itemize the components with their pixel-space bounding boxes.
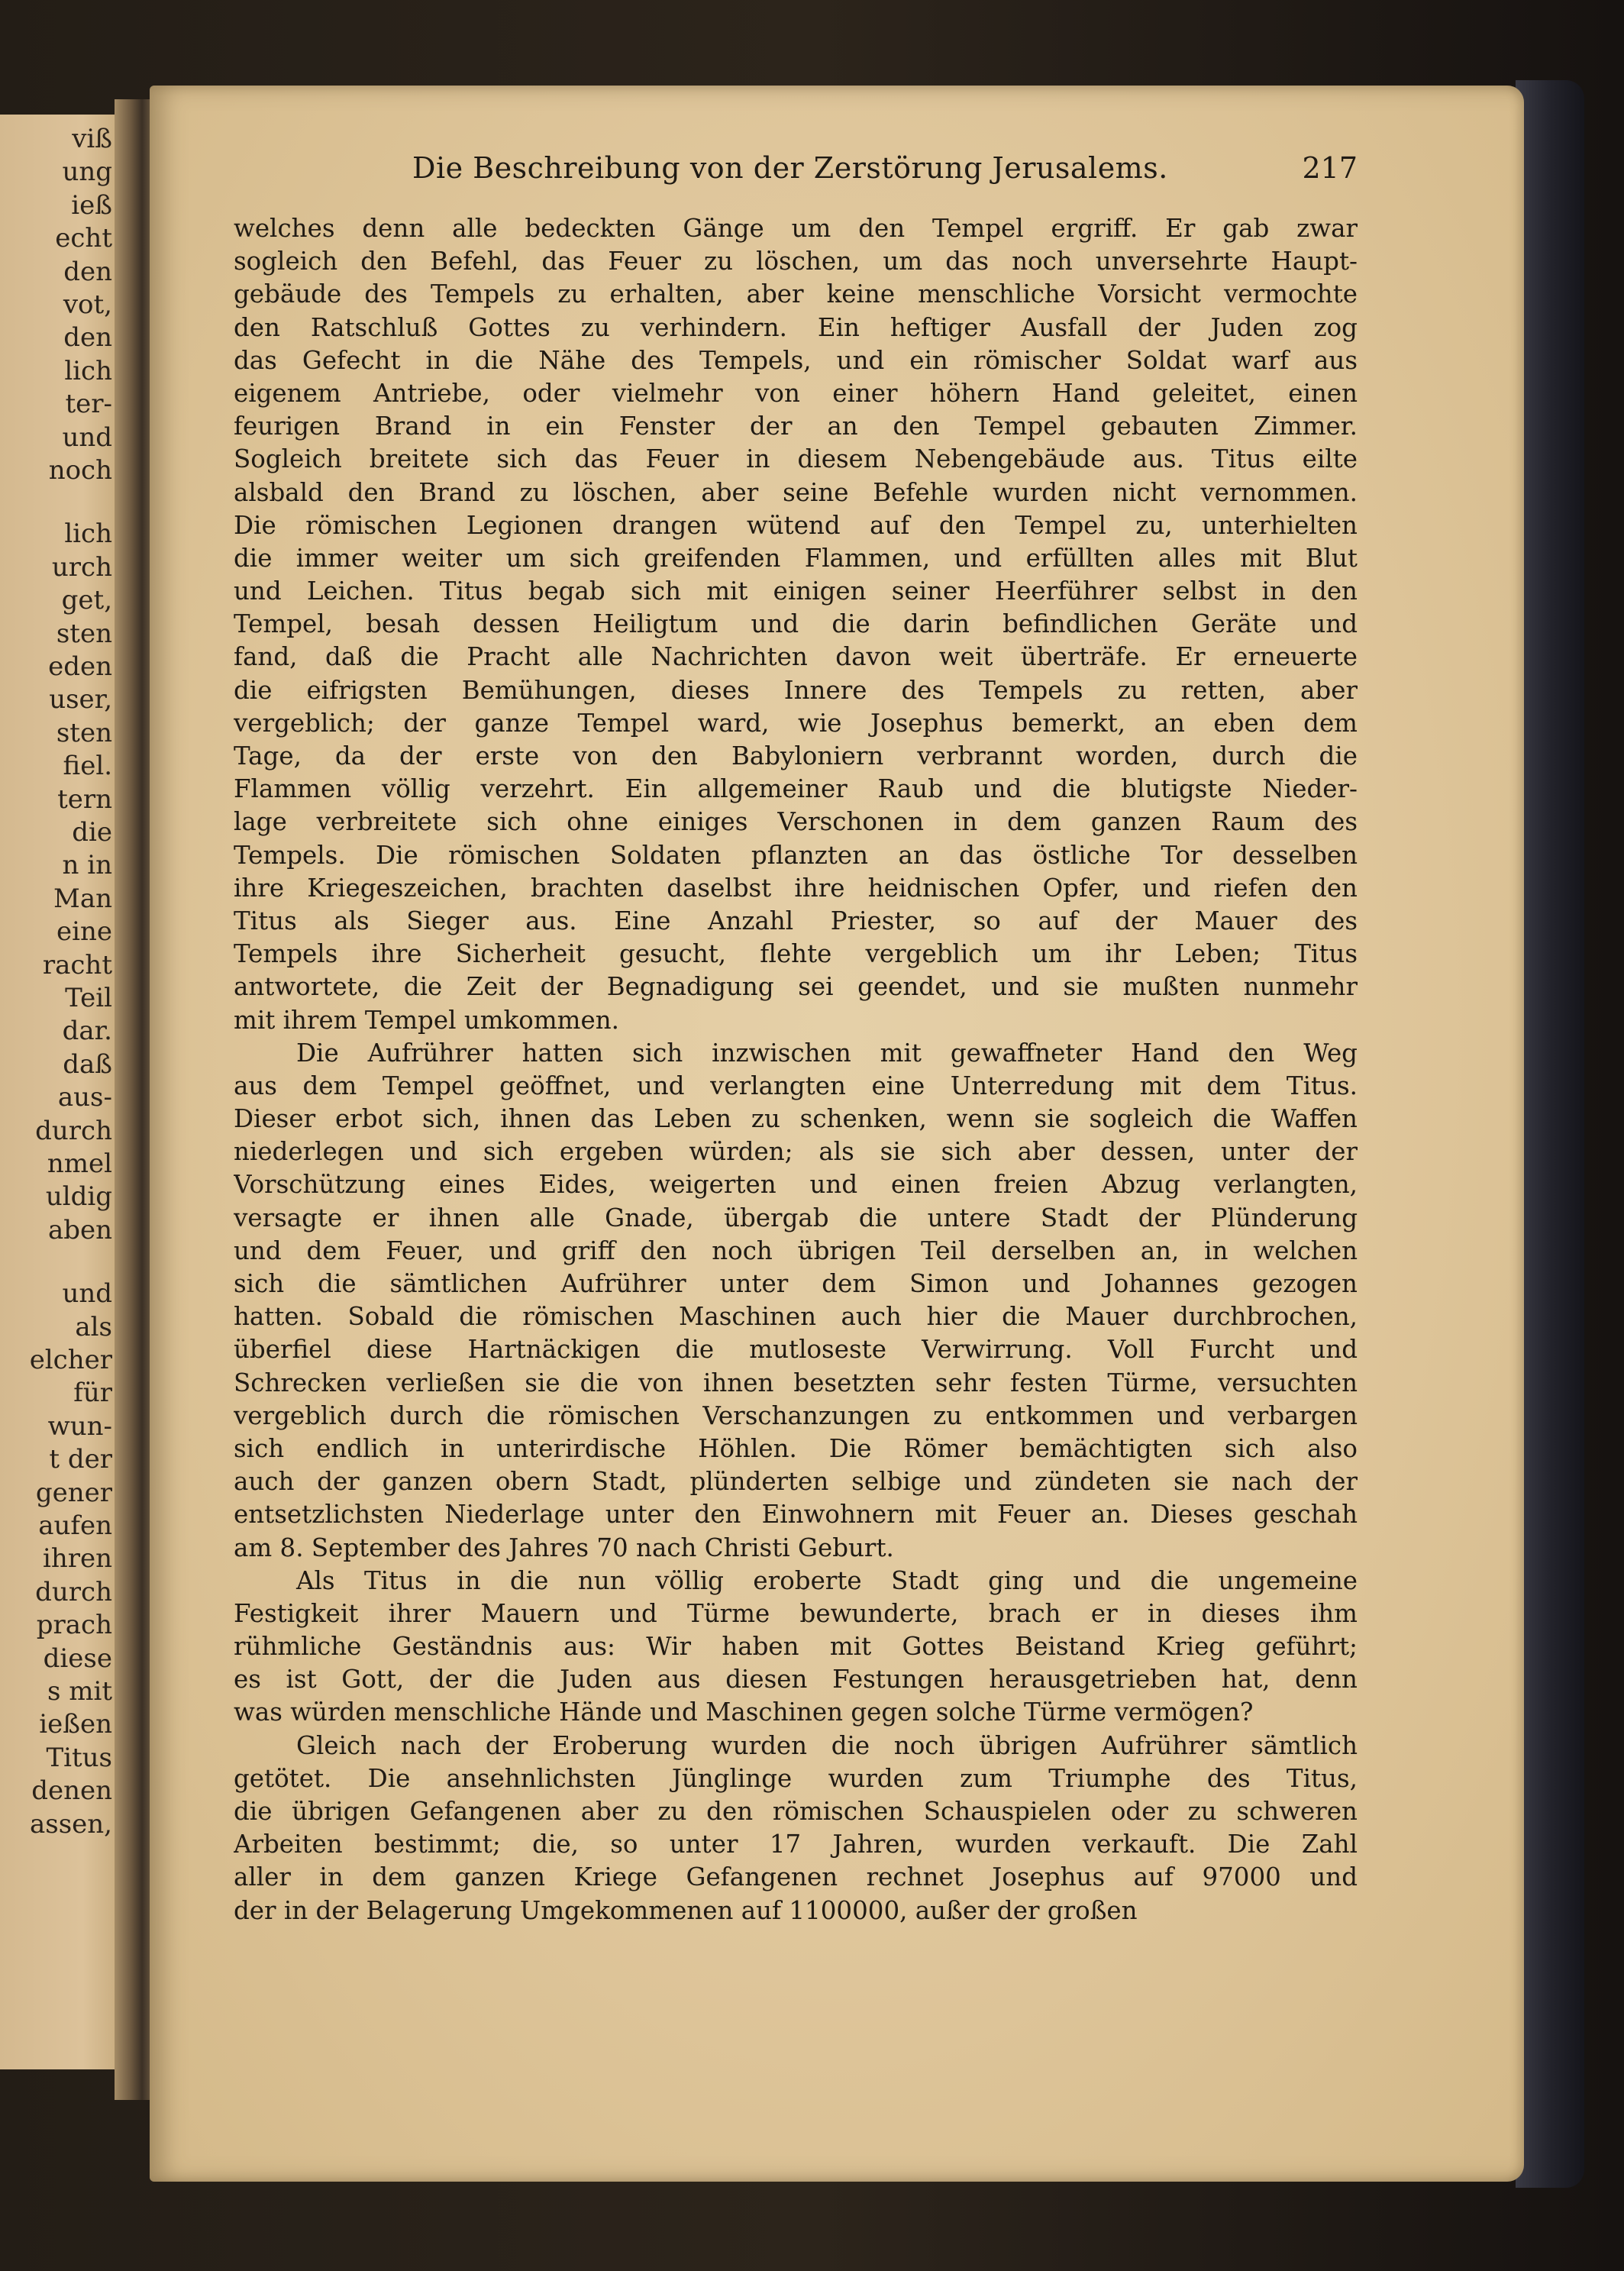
- left-page-fragment: eden: [48, 651, 112, 682]
- text-line: die eifrigsten Bemühungen, dieses Innere des Tempels zu retten, aber: [234, 675, 1358, 705]
- text-line: den Ratschluß Gottes zu verhindern. Ein heftiger Ausfall der Juden zog: [234, 312, 1358, 342]
- text-line: der in der Belagerung Umgekommenen auf 1100000, außer der großen: [234, 1895, 1138, 1925]
- text-line: überfiel diese Hartnäckigen die mutloseste Verwirrung. Voll Furcht und: [234, 1335, 1358, 1365]
- text-line: Tage, da der erste von den Babyloniern verbrannt worden, durch die: [234, 741, 1358, 770]
- text-line: es ist Gott, der die Juden aus diesen Festungen herausgetrieben hat, denn: [234, 1665, 1358, 1694]
- text-line: Die Aufrührer hatten sich inzwischen mit gewaffneter Hand den Weg: [296, 1038, 1358, 1068]
- left-page-fragment: den: [63, 322, 112, 354]
- left-page-fragment: echt: [55, 223, 112, 254]
- left-page-fragment: s mit: [47, 1676, 112, 1707]
- left-page-fragment: diese: [43, 1643, 112, 1674]
- left-page-edge: [0, 115, 118, 2069]
- text-line: mit ihrem Tempel umkommen.: [234, 1005, 619, 1035]
- text-line: Die römischen Legionen drangen wütend auf den Tempel zu, unterhielten: [234, 510, 1358, 540]
- left-page-fragment: ießen: [39, 1709, 112, 1740]
- text-line: vergeblich; der ganze Tempel ward, wie Josephus bemerkt, an eben dem: [234, 708, 1358, 738]
- left-page-fragment: denen: [31, 1775, 112, 1807]
- text-line: ihre Kriegeszeichen, brachten daselbst ihre heidnischen Opfer, und riefen den: [234, 873, 1358, 903]
- text-line: was würden menschliche Hände und Maschinen gegen solche Türme vermögen?: [234, 1698, 1254, 1727]
- left-page-fragment: Man: [53, 883, 112, 914]
- left-page-fragment: Teil: [65, 983, 112, 1013]
- text-line: feurigen Brand in ein Fenster der an den Tempel gebauten Zimmer.: [234, 412, 1358, 441]
- left-page-fragment: für: [73, 1378, 112, 1409]
- left-page-fragment: vot,: [63, 289, 112, 320]
- left-page-fragment: gener: [35, 1477, 112, 1508]
- page-number: 217: [1302, 151, 1358, 185]
- text-line: Vorschützung eines Eides, weigerten und einen freien Abzug verlangten,: [234, 1170, 1358, 1200]
- left-page-fragment: ieß: [71, 189, 112, 221]
- left-page-fragment: t der: [49, 1444, 112, 1475]
- left-page-fragment: ter-: [65, 389, 112, 420]
- text-line: sich endlich in unterirdische Höhlen. Die Römer bemächtigten sich also: [234, 1433, 1358, 1463]
- text-line: die übrigen Gefangenen aber zu den römischen Schauspielen oder zu schweren: [234, 1797, 1358, 1826]
- left-page-fragment: get,: [61, 585, 112, 616]
- text-line: eigenem Antriebe, oder vielmehr von einer höhern Hand geleitet, einen: [234, 378, 1358, 408]
- text-line: gebäude des Tempels zu erhalten, aber keine menschliche Vorsicht vermochte: [234, 279, 1358, 309]
- body-text: [234, 212, 1358, 1927]
- text-line: am 8. September des Jahres 70 nach Christi Geburt.: [234, 1533, 894, 1562]
- text-line: Dieser erbot sich, ihnen das Leben zu schenken, wenn sie sogleich die Waffen: [234, 1104, 1358, 1134]
- text-line: Titus als Sieger aus. Eine Anzahl Priester, so auf der Mauer des: [234, 906, 1358, 935]
- left-page-fragment: und: [62, 422, 112, 453]
- left-page-fragment: lich: [64, 355, 112, 386]
- text-line: das Gefecht in die Nähe des Tempels, und ein römischer Soldat warf aus: [234, 345, 1358, 375]
- text-line: entsetzlichsten Niederlage unter den Einwohnern mit Feuer an. Dieses geschah: [234, 1500, 1358, 1530]
- left-page-fragment: prach: [36, 1610, 112, 1641]
- text-line: Tempels. Die römischen Soldaten pflanzten an das östliche Tor desselben: [234, 840, 1358, 870]
- text-line: Tempel, besah dessen Heiligtum und die darin befindlichen Geräte und: [234, 609, 1358, 639]
- left-page-fragment: assen,: [30, 1808, 112, 1840]
- left-page-fragment: aus-: [57, 1082, 112, 1113]
- running-head: Die Beschreibung von der Zerstörung Jerusalems.: [412, 151, 1168, 185]
- left-page-fragment: user,: [49, 684, 112, 716]
- text-line: aus dem Tempel geöffnet, und verlangten eine Unterredung mit dem Titus.: [234, 1071, 1358, 1100]
- left-page-fragment: elcher: [29, 1345, 112, 1375]
- left-page-fragment: sten: [56, 618, 112, 649]
- text-line: aller in dem ganzen Kriege Gefangenen rechnet Josephus auf 97000 und: [234, 1862, 1358, 1892]
- left-page-fragment: als: [75, 1311, 112, 1342]
- left-page-fragment: wun-: [47, 1410, 112, 1442]
- left-page-fragment: urch: [51, 551, 112, 583]
- left-page-fragment: eine: [56, 916, 112, 948]
- text-line: versagte er ihnen alle Gnade, übergab die untere Stadt der Plünderung: [234, 1203, 1358, 1232]
- text-line: lage verbreitete sich ohne einiges Verschonen in dem ganzen Raum des: [234, 807, 1358, 837]
- text-line: sich die sämtlichen Aufrührer unter dem Simon und Johannes gezogen: [234, 1269, 1358, 1298]
- text-line: rühmliche Geständnis aus: Wir haben mit Gottes Beistand Krieg geführt;: [234, 1632, 1358, 1662]
- left-page-fragment: sten: [56, 717, 112, 748]
- text-line: Als Titus in die nun völlig eroberte Stadt ging und die ungemeine: [296, 1565, 1358, 1595]
- text-line: Flammen völlig verzehrt. Ein allgemeiner Raub und die blutigste Nieder-: [234, 774, 1358, 804]
- text-line: fand, daß die Pracht alle Nachrichten davon weit überträfe. Er erneuerte: [234, 642, 1358, 672]
- text-line: und Leichen. Titus begab sich mit einigen seiner Heerführer selbst in den: [234, 577, 1358, 606]
- left-page-fragment: den: [63, 256, 112, 287]
- text-line: Schrecken verließen sie die von ihnen besetzten sehr festen Türme, versuchten: [234, 1368, 1358, 1397]
- left-page-fragment: Titus: [46, 1742, 112, 1773]
- text-line: und dem Feuer, und griff den noch übrigen Teil derselben an, in welchen: [234, 1236, 1358, 1265]
- left-page-fragment: ung: [62, 157, 112, 188]
- text-line: Sogleich breitete sich das Feuer in diesem Nebengebäude aus. Titus eilte: [234, 444, 1358, 474]
- text-line: antwortete, die Zeit der Begnadigung sei geendet, und sie mußten nunmehr: [234, 972, 1358, 1002]
- text-line: sogleich den Befehl, das Feuer zu löschen, um das noch unversehrte Haupt-: [234, 247, 1358, 276]
- text-line: Festigkeit ihrer Mauern und Türme bewunderte, brach er in dieses ihm: [234, 1598, 1358, 1628]
- left-page-fragment: n in: [62, 850, 112, 881]
- left-page-fragment: noch: [48, 455, 112, 486]
- left-page-fragment: tern: [57, 783, 112, 815]
- left-page-fragment: und: [62, 1278, 112, 1310]
- text-line: alsbald den Brand zu löschen, aber seine Befehle wurden nicht vernommen.: [234, 477, 1358, 507]
- text-line: getötet. Die ansehnlichsten Jünglinge wurden zum Triumphe des Titus,: [234, 1763, 1358, 1793]
- left-page-fragment: daß: [63, 1048, 112, 1080]
- text-line: vergeblich durch die römischen Verschanzungen zu entkommen und verbargen: [234, 1400, 1358, 1430]
- text-line: hatten. Sobald die römischen Maschinen auch hier die Mauer durchbrochen,: [234, 1302, 1358, 1332]
- left-page-fragment: durch: [35, 1115, 112, 1146]
- left-page-fragment: viß: [72, 124, 112, 154]
- text-line: auch der ganzen obern Stadt, plünderten selbige und zündeten sie nach der: [234, 1467, 1358, 1497]
- text-line: niederlegen und sich ergeben würden; als sie sich aber dessen, unter der: [234, 1137, 1358, 1167]
- left-page-fragment: fiel.: [63, 751, 112, 782]
- left-page-fragment: uldig: [45, 1181, 112, 1213]
- left-page-fragment: aufen: [38, 1510, 112, 1541]
- left-page-fragment: racht: [42, 949, 112, 980]
- text-line: Arbeiten bestimmt; die, so unter 17 Jahren, wurden verkauft. Die Zahl: [234, 1830, 1358, 1859]
- text-line: Gleich nach der Eroberung wurden die noch übrigen Aufrührer sämtlich: [296, 1730, 1358, 1760]
- text-line: welches denn alle bedeckten Gänge um den Tempel ergriff. Er gab zwar: [234, 214, 1358, 243]
- left-page-fragment: die: [72, 817, 112, 848]
- left-page-fragment: nmel: [47, 1148, 112, 1179]
- left-page-fragment: ihren: [42, 1543, 112, 1575]
- left-page-fragment: aben: [47, 1214, 112, 1245]
- left-page-fragment: lich: [64, 518, 112, 550]
- text-line: die immer weiter um sich greifenden Flammen, und erfüllten alles mit Blut: [234, 543, 1358, 573]
- left-page-fragment: dar.: [62, 1016, 112, 1047]
- left-page-fragment: durch: [35, 1576, 112, 1607]
- text-line: Tempels ihre Sicherheit gesucht, flehte vergeblich um ihr Leben; Titus: [234, 939, 1358, 969]
- book-cover-edge: [1516, 80, 1584, 2188]
- page-header: [237, 151, 1358, 189]
